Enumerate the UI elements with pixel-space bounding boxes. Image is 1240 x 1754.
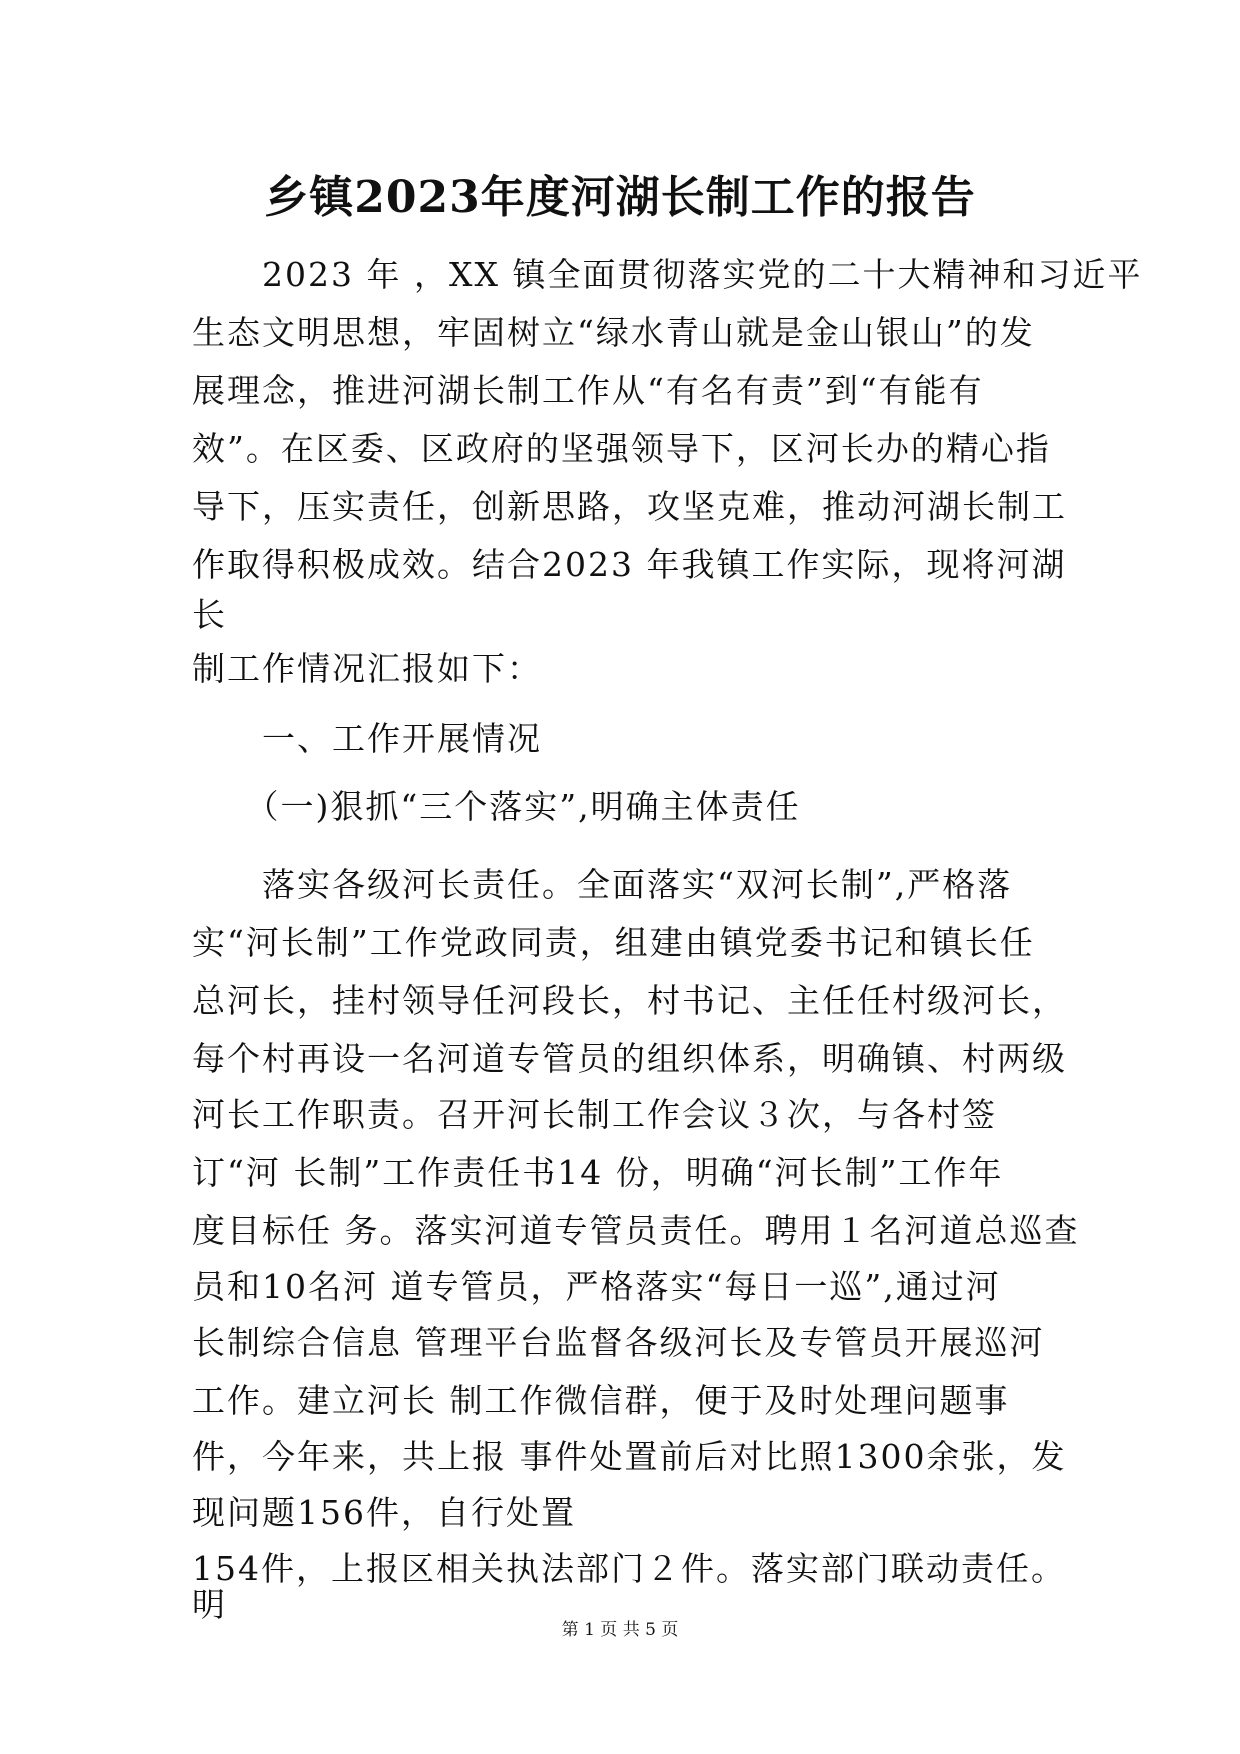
body-line: 制工作情况汇报如下：	[192, 649, 542, 688]
body-line: 现问题156件，自行处置	[192, 1493, 576, 1532]
body-line: 实“河长制”工作党政同责，组建由镇党委书记和镇长任	[192, 923, 1035, 962]
body-line: 总河长，挂村领导任河段长，村书记、主任任村级河长，	[192, 981, 1067, 1020]
body-line: 员和10名河 道专管员，严格落实“每日一巡”,通过河	[192, 1267, 1001, 1306]
section-heading: 一、工作开展情况	[192, 719, 542, 758]
body-line: 生态文明思想，牢固树立“绿水青山就是金山银山”的发	[192, 313, 1035, 352]
document-title: 乡镇2023年度河湖长制工作的报告	[264, 172, 976, 223]
page-footer: 第 1 页 共 5 页	[561, 1620, 679, 1640]
body-line: 度目标任 务。落实河道专管员责任。聘用１名河道总巡查	[192, 1211, 1080, 1250]
body-line: 每个村再设一名河道专管员的组织体系，明确镇、村两级	[192, 1039, 1067, 1078]
body-line: 效”。在区委、区政府的坚强领导下，区河长办的精心指	[192, 429, 1051, 468]
body-line: 导下，压实责任，创新思路，攻坚克难，推动河湖长制工	[192, 487, 1067, 526]
subsection-heading: （一)狠抓“三个落实”,明确主体责任	[192, 787, 801, 826]
body-line: 件，今年来，共上报 事件处置前后对比照1300余张，发	[192, 1437, 1067, 1476]
body-line: 明	[192, 1585, 227, 1624]
body-line: 工作。建立河长 制工作微信群，便于及时处理问题事	[192, 1381, 1010, 1420]
body-line: 落实各级河长责任。全面落实“双河长制”,严格落	[192, 865, 1013, 904]
body-line: 订“河 长制”工作责任书14 份，明确“河长制”工作年	[192, 1153, 1004, 1192]
body-line: 河长工作职责。召开河长制工作会议３次，与各村签	[192, 1095, 997, 1134]
body-line: 长制综合信息 管理平台监督各级河长及专管员开展巡河	[192, 1323, 1045, 1362]
body-line: 长	[192, 595, 227, 634]
body-line: 154件，上报区相关执法部门２件。落实部门联动责任。	[192, 1549, 1066, 1588]
body-line: 2023 年 ，XX 镇全面贯彻落实党的二十大精神和习近平	[192, 255, 1143, 294]
body-line: 作取得积极成效。结合2023 年我镇工作实际，现将河湖	[192, 545, 1067, 584]
body-line: 展理念，推进河湖长制工作从“有名有责”到“有能有	[192, 371, 984, 410]
